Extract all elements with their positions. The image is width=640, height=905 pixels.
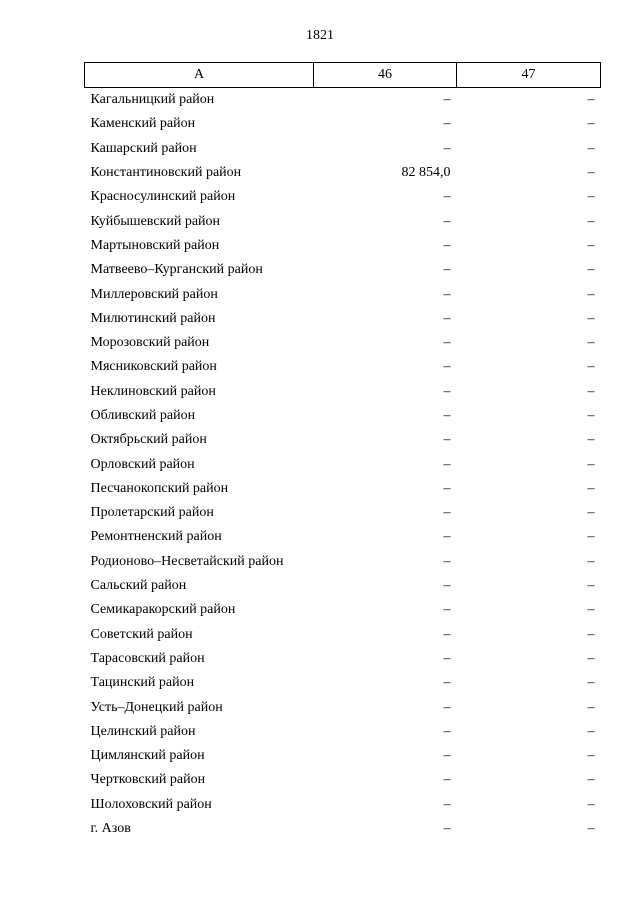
value-cell-47: – bbox=[587, 262, 595, 278]
table-row bbox=[85, 331, 601, 355]
district-name-cell: Кагальницкий район bbox=[90, 92, 215, 108]
table-row bbox=[85, 428, 601, 452]
table-row bbox=[85, 817, 601, 841]
value-cell-46: – bbox=[443, 456, 451, 472]
district-name-cell: Ремонтненский район bbox=[90, 529, 222, 545]
district-name-cell: Кашарский район bbox=[90, 140, 197, 156]
value-cell-46: – bbox=[443, 286, 451, 302]
table-row bbox=[85, 598, 601, 622]
value-cell-46: – bbox=[443, 92, 451, 108]
value-cell-47: – bbox=[587, 505, 595, 521]
value-cell-47: – bbox=[587, 189, 595, 205]
table-header bbox=[85, 63, 601, 88]
value-cell-47: – bbox=[587, 578, 595, 594]
district-name-cell: Каменский район bbox=[90, 116, 196, 132]
table-row bbox=[85, 161, 601, 185]
district-name-cell: Чертковский район bbox=[90, 772, 206, 788]
table-row bbox=[85, 550, 601, 574]
value-cell-47: – bbox=[587, 675, 595, 691]
district-name-cell: Сальский район bbox=[90, 578, 187, 594]
value-cell-46: – bbox=[443, 432, 451, 448]
header-row bbox=[85, 63, 601, 88]
value-cell-46: – bbox=[443, 723, 451, 739]
table-row bbox=[85, 112, 601, 136]
value-cell-46: – bbox=[443, 796, 451, 812]
district-name-cell: Цимлянский район bbox=[90, 748, 205, 764]
value-cell-46: – bbox=[443, 626, 451, 642]
table-row bbox=[85, 647, 601, 671]
value-cell-47: – bbox=[587, 553, 595, 569]
district-name-cell: Усть–Донецкий район bbox=[90, 699, 223, 715]
district-name-cell: Тарасовский район bbox=[90, 650, 205, 666]
table-row bbox=[85, 137, 601, 161]
value-cell-47: – bbox=[587, 92, 595, 108]
value-cell-46: – bbox=[443, 189, 451, 205]
district-name-cell: Советский район bbox=[90, 626, 193, 642]
value-cell-46: – bbox=[443, 821, 451, 837]
table-row bbox=[85, 574, 601, 598]
value-cell-47: – bbox=[587, 772, 595, 788]
district-name-cell: Родионово–Несветайский район bbox=[90, 553, 284, 569]
table-row bbox=[85, 720, 601, 744]
table-row bbox=[85, 671, 601, 695]
value-cell-47: – bbox=[587, 602, 595, 618]
table-row bbox=[85, 477, 601, 501]
table-row bbox=[85, 355, 601, 379]
table-row bbox=[85, 380, 601, 404]
value-cell-46: – bbox=[443, 553, 451, 569]
district-name-cell: Пролетарский район bbox=[90, 505, 214, 521]
value-cell-46: – bbox=[443, 262, 451, 278]
value-cell-47: – bbox=[587, 359, 595, 375]
table-row bbox=[85, 744, 601, 768]
district-name-cell: Октябрьский район bbox=[90, 432, 207, 448]
value-cell-46: – bbox=[443, 505, 451, 521]
value-cell-46: – bbox=[443, 335, 451, 351]
table-row bbox=[85, 234, 601, 258]
district-name-cell: Целинский район bbox=[90, 723, 196, 739]
value-cell-46: – bbox=[443, 578, 451, 594]
table-row bbox=[85, 452, 601, 476]
district-name-cell: Мясниковский район bbox=[90, 359, 217, 375]
value-cell-47: – bbox=[587, 408, 595, 423]
value-cell-46: – bbox=[443, 383, 451, 399]
value-cell-46: – bbox=[443, 480, 451, 496]
value-cell-47: – bbox=[587, 116, 595, 132]
value-cell-47: – bbox=[587, 432, 595, 448]
district-name-cell: Неклиновский район bbox=[90, 383, 216, 399]
district-name-cell: Милютинский район bbox=[90, 310, 216, 326]
table-row bbox=[85, 209, 601, 233]
value-cell-47: – bbox=[587, 213, 595, 229]
value-cell-46: – bbox=[443, 529, 451, 545]
value-cell-47: – bbox=[587, 796, 595, 812]
value-cell-46: – bbox=[443, 310, 451, 326]
value-cell-46: – bbox=[443, 675, 451, 691]
value-cell-47: – bbox=[587, 165, 595, 181]
value-cell-47: – bbox=[587, 748, 595, 764]
district-name-cell: Матвеево–Курганский район bbox=[90, 262, 263, 278]
value-cell-47: – bbox=[587, 456, 595, 472]
value-cell-46: – bbox=[443, 140, 451, 156]
district-name-cell: Семикаракорский район bbox=[90, 602, 236, 618]
district-name-cell: Песчанокопский район bbox=[90, 480, 229, 496]
value-cell-47: – bbox=[587, 821, 595, 837]
value-cell-46: – bbox=[443, 237, 451, 253]
column-header-47: 47 bbox=[457, 63, 601, 88]
value-cell-47: – bbox=[587, 310, 595, 326]
value-cell-46: – bbox=[443, 116, 451, 132]
value-cell-47: – bbox=[587, 723, 595, 739]
value-cell-47: – bbox=[587, 529, 595, 545]
table-row bbox=[85, 88, 601, 113]
district-name-cell: Красносулинский район bbox=[90, 189, 236, 205]
value-cell-47: – bbox=[587, 650, 595, 666]
table-body bbox=[85, 88, 601, 842]
column-header-46: 46 bbox=[314, 63, 457, 88]
table-row bbox=[85, 501, 601, 525]
district-name-cell: Константиновский район bbox=[90, 165, 242, 181]
table-row bbox=[85, 525, 601, 549]
table-row bbox=[85, 768, 601, 792]
table-row bbox=[85, 695, 601, 719]
value-cell-46: – bbox=[443, 699, 451, 715]
value-cell-46: – bbox=[443, 213, 451, 229]
table-row bbox=[85, 793, 601, 817]
column-header-a: А bbox=[85, 63, 314, 88]
data-table bbox=[84, 62, 601, 841]
district-name-cell: Куйбышевский район bbox=[90, 213, 221, 229]
page-number: 1821 bbox=[306, 28, 334, 43]
value-cell-47: – bbox=[587, 383, 595, 399]
value-cell-46: – bbox=[443, 408, 451, 423]
district-name-cell: Орловский район bbox=[90, 456, 195, 472]
value-cell-47: – bbox=[587, 286, 595, 302]
value-cell-47: – bbox=[587, 699, 595, 715]
district-name-cell: Обливский район bbox=[90, 408, 196, 423]
table-row bbox=[85, 258, 601, 282]
table-row bbox=[85, 282, 601, 306]
district-name-cell: Морозовский район bbox=[90, 335, 210, 351]
value-cell-46: – bbox=[443, 359, 451, 375]
table-row bbox=[85, 307, 601, 331]
table-row bbox=[85, 623, 601, 647]
value-cell-47: – bbox=[587, 237, 595, 253]
value-cell-47: – bbox=[587, 626, 595, 642]
value-cell-46: – bbox=[443, 650, 451, 666]
value-cell-46: 82 854,0 bbox=[401, 165, 451, 181]
district-name-cell: г. Азов bbox=[90, 821, 131, 837]
value-cell-46: – bbox=[443, 748, 451, 764]
value-cell-47: – bbox=[587, 140, 595, 156]
value-cell-47: – bbox=[587, 335, 595, 351]
district-name-cell: Шолоховский район bbox=[90, 796, 212, 812]
table-row bbox=[85, 185, 601, 209]
value-cell-46: – bbox=[443, 602, 451, 618]
district-name-cell: Тацинский район bbox=[90, 675, 195, 691]
district-name-cell: Миллеровский район bbox=[90, 286, 218, 302]
table-row bbox=[85, 404, 601, 428]
value-cell-46: – bbox=[443, 772, 451, 788]
district-name-cell: Мартыновский район bbox=[90, 237, 220, 253]
value-cell-47: – bbox=[587, 480, 595, 496]
